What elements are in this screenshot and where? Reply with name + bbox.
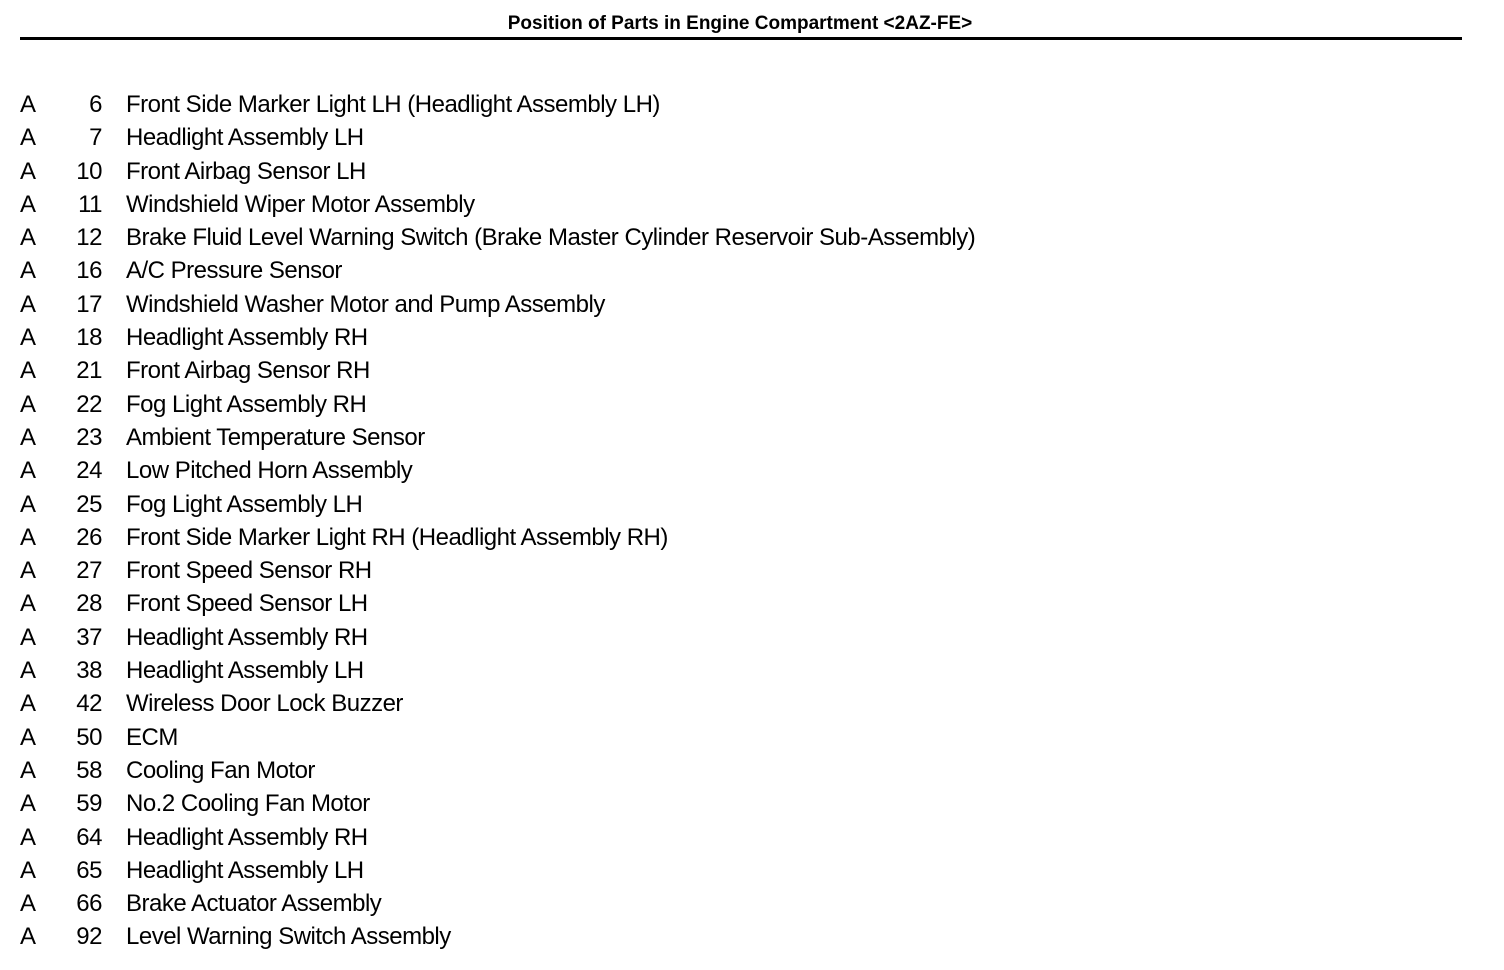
part-row <box>20 721 975 754</box>
part-row <box>20 388 975 421</box>
part-connector-letter: A <box>20 390 36 418</box>
part-connector-number: 18 <box>76 324 102 352</box>
part-row <box>20 88 975 121</box>
part-connector-number: 7 <box>89 124 102 152</box>
parts-list <box>20 88 975 954</box>
part-connector-letter: A <box>20 657 36 685</box>
part-connector-letter: A <box>20 190 36 218</box>
part-connector-letter: A <box>20 823 36 851</box>
part-name: Front Speed Sensor RH <box>126 557 372 585</box>
part-connector-number: 24 <box>76 457 102 485</box>
part-row <box>20 687 975 720</box>
part-connector-letter: A <box>20 856 36 884</box>
part-row <box>20 587 975 620</box>
part-connector-number: 28 <box>76 590 102 618</box>
part-name: Brake Actuator Assembly <box>126 890 382 918</box>
part-row <box>20 887 975 920</box>
part-row <box>20 254 975 287</box>
part-name: Headlight Assembly LH <box>126 856 364 884</box>
part-connector-number: 27 <box>76 557 102 585</box>
part-connector-number: 42 <box>76 690 102 718</box>
part-row <box>20 221 975 254</box>
part-row <box>20 354 975 387</box>
part-connector-letter: A <box>20 224 36 252</box>
part-connector-letter: A <box>20 790 36 818</box>
part-row <box>20 854 975 887</box>
part-connector-number: 59 <box>76 790 102 818</box>
part-row <box>20 821 975 854</box>
part-connector-number: 37 <box>76 623 102 651</box>
part-connector-number: 23 <box>76 423 102 451</box>
part-name: Front Airbag Sensor RH <box>126 357 370 385</box>
part-row <box>20 754 975 787</box>
part-connector-letter: A <box>20 923 36 951</box>
part-connector-number: 6 <box>89 91 102 118</box>
part-name: Front Speed Sensor LH <box>126 590 368 618</box>
part-row <box>20 554 975 587</box>
part-connector-number: 64 <box>76 823 102 851</box>
part-connector-letter: A <box>20 523 36 551</box>
part-name: Low Pitched Horn Assembly <box>126 457 413 485</box>
part-row <box>20 621 975 654</box>
part-connector-number: 17 <box>76 290 102 318</box>
part-name: Front Side Marker Light RH (Headlight Assembly RH) <box>126 523 668 551</box>
part-name: Brake Fluid Level Warning Switch (Brake Master Cylinder Reservoir Sub-Assembly) <box>126 224 976 252</box>
part-connector-number: 12 <box>76 224 102 252</box>
part-name: Front Airbag Sensor LH <box>126 157 366 185</box>
page-title: Position of Parts in Engine Compartment <2AZ-FE> <box>507 13 973 34</box>
part-connector-number: 16 <box>76 257 102 285</box>
part-name: Fog Light Assembly LH <box>126 490 363 518</box>
part-connector-letter: A <box>20 457 36 485</box>
part-name: Headlight Assembly LH <box>126 124 364 152</box>
part-connector-letter: A <box>20 357 36 385</box>
part-connector-number: 58 <box>76 756 102 784</box>
part-name: No.2 Cooling Fan Motor <box>126 790 370 818</box>
part-name: Windshield Wiper Motor Assembly <box>126 190 475 218</box>
part-row <box>20 155 975 188</box>
part-name: Level Warning Switch Assembly <box>126 923 451 951</box>
part-connector-number: 66 <box>76 890 102 918</box>
part-connector-number: 25 <box>76 490 102 518</box>
part-name: Headlight Assembly RH <box>126 823 368 851</box>
part-connector-number: 11 <box>78 190 102 218</box>
part-connector-number: 92 <box>76 923 102 951</box>
part-row <box>20 188 975 221</box>
part-row <box>20 321 975 354</box>
part-connector-letter: A <box>20 91 36 118</box>
part-connector-letter: A <box>20 690 36 718</box>
part-row <box>20 421 975 454</box>
part-connector-number: 38 <box>76 657 102 685</box>
part-name: Wireless Door Lock Buzzer <box>126 690 403 718</box>
part-connector-letter: A <box>20 490 36 518</box>
part-connector-letter: A <box>20 890 36 918</box>
part-name: Front Side Marker Light LH (Headlight Assembly LH) <box>126 91 660 118</box>
part-row <box>20 488 975 521</box>
part-row <box>20 288 975 321</box>
part-connector-letter: A <box>20 723 36 751</box>
part-name: Fog Light Assembly RH <box>126 390 367 418</box>
part-connector-letter: A <box>20 257 36 285</box>
part-connector-letter: A <box>20 590 36 618</box>
part-connector-letter: A <box>20 623 36 651</box>
part-connector-letter: A <box>20 324 36 352</box>
part-connector-number: 10 <box>76 157 102 185</box>
part-name: Headlight Assembly RH <box>126 623 368 651</box>
part-name: ECM <box>126 723 178 751</box>
part-connector-number: 22 <box>76 390 102 418</box>
part-name: Cooling Fan Motor <box>126 756 315 784</box>
part-connector-letter: A <box>20 756 36 784</box>
part-connector-number: 50 <box>76 723 102 751</box>
part-connector-number: 26 <box>76 523 102 551</box>
part-connector-number: 65 <box>76 856 102 884</box>
part-connector-number: 21 <box>76 357 102 385</box>
part-name: A/C Pressure Sensor <box>126 257 342 285</box>
title-divider <box>20 37 1462 40</box>
part-row <box>20 521 975 554</box>
part-name: Headlight Assembly LH <box>126 657 364 685</box>
part-connector-letter: A <box>20 290 36 318</box>
part-row <box>20 121 975 154</box>
part-row <box>20 920 975 953</box>
part-row <box>20 654 975 687</box>
part-name: Ambient Temperature Sensor <box>126 423 425 451</box>
part-connector-letter: A <box>20 124 36 152</box>
part-connector-letter: A <box>20 157 36 185</box>
part-row <box>20 787 975 820</box>
part-name: Headlight Assembly RH <box>126 324 368 352</box>
part-connector-letter: A <box>20 557 36 585</box>
part-name: Windshield Washer Motor and Pump Assembly <box>126 290 605 318</box>
part-row <box>20 454 975 487</box>
part-connector-letter: A <box>20 423 36 451</box>
